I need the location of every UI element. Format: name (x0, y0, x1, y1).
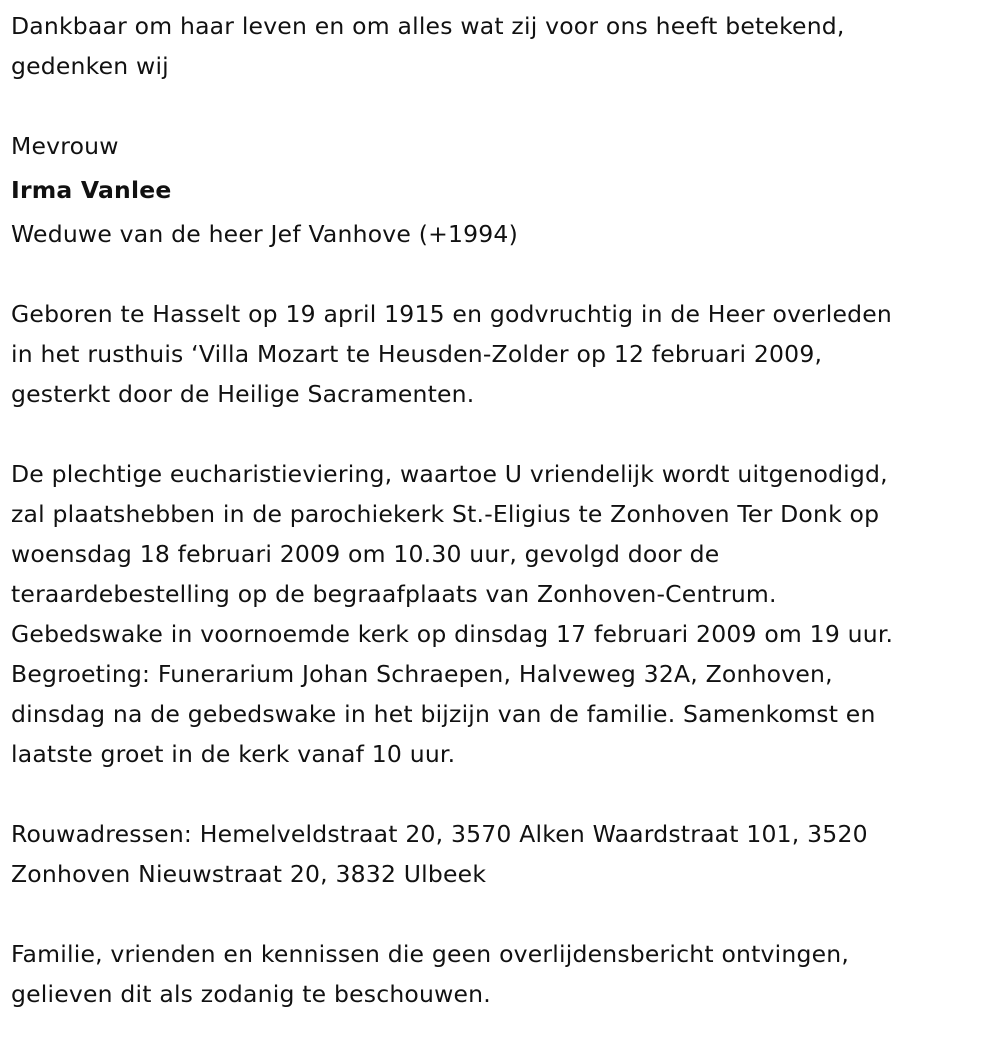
intro-line: Dankbaar om haar leven en om alles wat zij voor ons heeft betekend, (11, 12, 845, 40)
addresses-line: Zonhoven Nieuwstraat 20, 3832 Ulbeek (11, 860, 487, 888)
addresses-line: Rouwadressen: Hemelveldstraat 20, 3570 Alken Waardstraat 101, 3520 (11, 820, 868, 848)
birth-death-line: gesterkt door de Heilige Sacramenten. (11, 380, 475, 408)
closing-line: gelieven dit als zodanig te beschouwen. (11, 980, 491, 1008)
ceremony-paragraph (11, 454, 993, 774)
ceremony-line: De plechtige eucharistieviering, waartoe U vriendelijk wordt uitgenodigd, (11, 460, 888, 488)
obituary-notice (11, 6, 993, 1014)
ceremony-line: Gebedswake in voornoemde kerk op dinsdag 17 februari 2009 om 19 uur. (11, 620, 894, 648)
deceased-relation: Weduwe van de heer Jef Vanhove (+1994) (11, 220, 518, 248)
birth-death-paragraph (11, 294, 993, 414)
ceremony-line: woensdag 18 februari 2009 om 10.30 uur, gevolgd door de (11, 540, 720, 568)
paragraph-spacer (11, 254, 993, 294)
paragraph-spacer (11, 86, 993, 126)
intro-line: gedenken wij (11, 52, 169, 80)
addresses-paragraph (11, 814, 993, 894)
paragraph-spacer (11, 894, 993, 934)
deceased-title: Mevrouw (11, 132, 119, 160)
deceased-name: Irma Vanlee (11, 176, 172, 204)
birth-death-line: in het rusthuis ‘Villa Mozart te Heusden-Zolder op 12 februari 2009, (11, 340, 823, 368)
ceremony-line: teraardebestelling op de begraafplaats van Zonhoven-Centrum. (11, 580, 777, 608)
closing-paragraph (11, 934, 993, 1014)
deceased-block (11, 126, 993, 254)
paragraph-spacer (11, 414, 993, 454)
ceremony-line: dinsdag na de gebedswake in het bijzijn van de familie. Samenkomst en (11, 700, 876, 728)
ceremony-line: laatste groet in de kerk vanaf 10 uur. (11, 740, 456, 768)
birth-death-line: Geboren te Hasselt op 19 april 1915 en godvruchtig in de Heer overleden (11, 300, 892, 328)
paragraph-spacer (11, 774, 993, 814)
ceremony-line: Begroeting: Funerarium Johan Schraepen, Halveweg 32A, Zonhoven, (11, 660, 833, 688)
intro-paragraph (11, 6, 993, 86)
closing-line: Familie, vrienden en kennissen die geen overlijdensbericht ontvingen, (11, 940, 849, 968)
ceremony-line: zal plaatshebben in de parochiekerk St.-Eligius te Zonhoven Ter Donk op (11, 500, 880, 528)
